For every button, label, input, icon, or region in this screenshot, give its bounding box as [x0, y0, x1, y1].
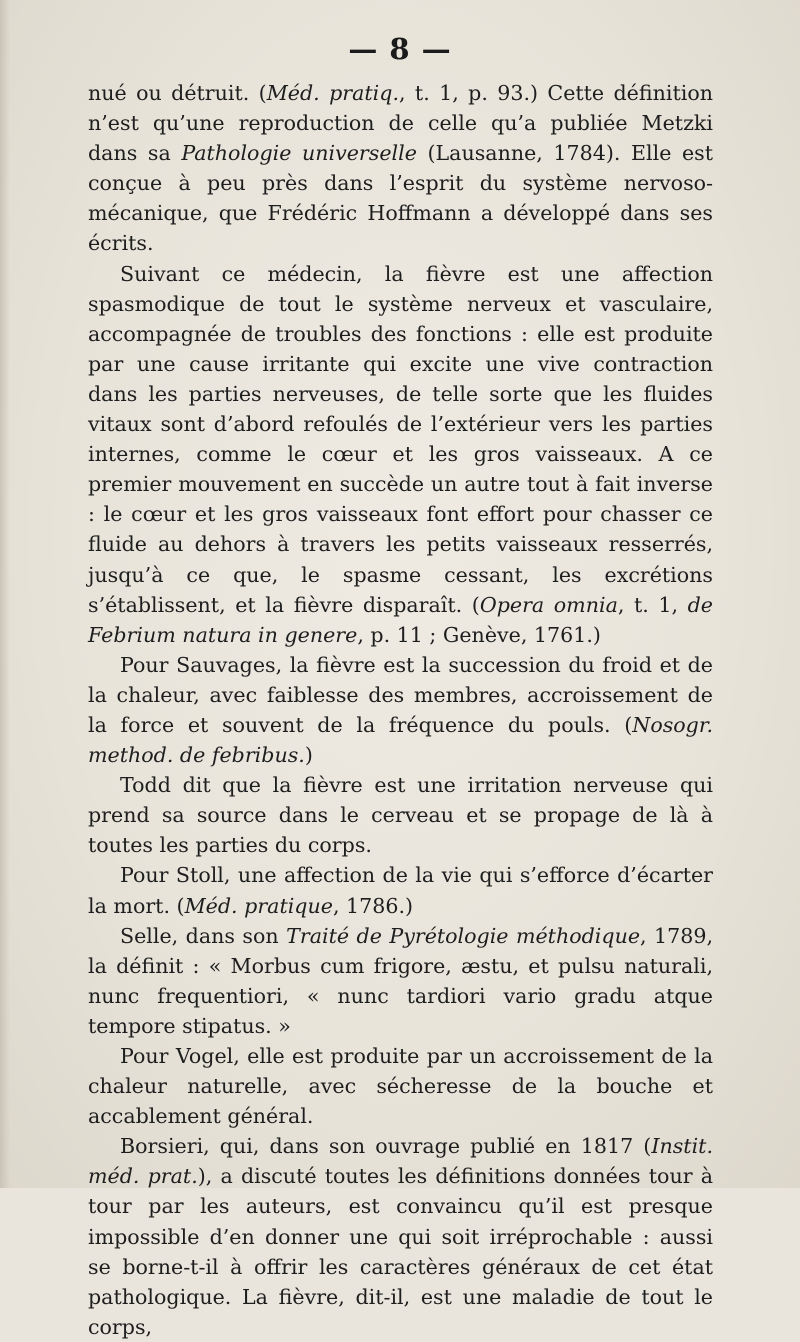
text-run: Pour Vogel, elle est produite par un accroissement de la chaleur naturelle, avec sécheresse de la bouche et accablement général. [88, 1044, 713, 1129]
italic-text: Pathologie universelle [181, 141, 417, 166]
text-run: , 1786.) [332, 893, 414, 918]
italic-text: Méd. pratiq. [266, 81, 399, 105]
paragraph [88, 259, 713, 650]
paragraph [88, 78, 713, 259]
text-run: ), a discuté toutes les définitions données tour à tour par les auteurs, est convaincu qu’il est presque impossible d’en donner une qui soit irréprochable : aussi se borne-t-il à offrir les caractères généraux de cet état pathologique. La fièvre, dit-il, est une maladie de tout le corps, [88, 1164, 714, 1339]
page-number: — 8 — [348, 32, 452, 66]
text-run: ) [304, 743, 313, 768]
text-run: (Lausanne, 1784). Elle est conçue à peu près dans l’esprit du système nervoso-mécanique, que Frédéric Hoffmann a développé dans ses écrits. [88, 141, 713, 256]
italic-text: de Febrium natura in genere [88, 592, 713, 647]
italic-text: Instit. méd. prat. [88, 1134, 713, 1189]
paragraph [88, 770, 713, 860]
italic-text: Opera omnia [479, 592, 618, 617]
body-text [88, 78, 713, 1342]
text-run: nué ou détruit. ( [88, 81, 267, 105]
paragraph [88, 860, 713, 920]
paragraph [88, 921, 713, 1041]
paragraph [88, 1041, 713, 1131]
text-run: Suivant ce médecin, la fièvre est une affection spasmodique de tout le système nerveux et vasculaire, accompagnée de troubles des fonctions : elle est produite par une cause irritante qui excite une vive contraction dans les parties nerveuses, de telle sorte que les fluides vitaux sont d’abord refoulés de l’extérieur vers les parties internes, comme le cœur et les gros vaisseaux. A ce premier mouvement en succède un autre tout à fait inverse : le cœur et les gros vaisseaux font effort pour chasser ce fluide au dehors à travers les petits vaisseaux resserrés, jusqu’à ce que, le spasme cessant, les excrétions s’établissent, et la fièvre disparaît. ( [88, 261, 713, 617]
text-run: Pour Stoll, une affection de la vie qui s’efforce d’écarter la mort. ( [88, 863, 713, 918]
text-run: Todd dit que la fièvre est une irritation nerveuse qui prend sa source dans le cerveau et se propage de là à toutes les parties du corps. [88, 773, 713, 858]
text-run: Pour Sauvages, la fièvre est la succession du froid et de la chaleur, avec faiblesse des membres, accroissement de la force et souvent de la fréquence du pouls. ( [88, 652, 713, 737]
text-run: , p. 11 ; Genève, 1761.) [357, 622, 601, 647]
italic-text: Traité de Pyrétologie méthodique [286, 923, 641, 948]
italic-text: Méd. pratique [184, 893, 333, 918]
text-run: , 1789, la définit : « Morbus cum frigore, æstu, et pulsu naturali, nunc frequentiori, « nunc tardiori vario gradu atque tempore stipatus. » [88, 923, 713, 1038]
text-run: Borsieri, qui, dans son ouvrage publié en 1817 ( [120, 1134, 652, 1159]
text-run: , t. 1, [617, 592, 688, 617]
text-run: , t. 1, p. 93.) Cette définition n’est qu’une reproduction de celle qu’a publiée Metzki dans sa [88, 81, 713, 166]
paragraph [88, 1131, 713, 1342]
page-edge-shadow [0, 0, 10, 1188]
italic-text: Nosogr. method. de febribus. [88, 712, 713, 768]
text-run: Selle, dans son [120, 923, 287, 948]
paragraph [88, 650, 713, 770]
